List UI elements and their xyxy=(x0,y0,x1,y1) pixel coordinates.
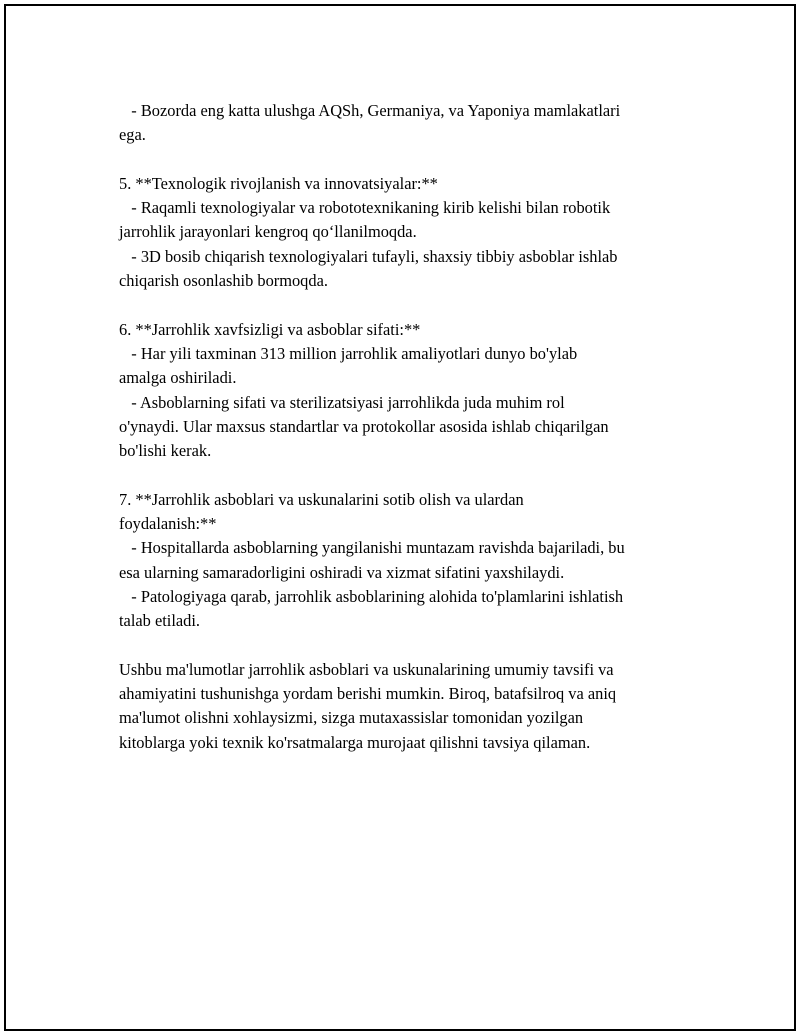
section-safety xyxy=(119,318,699,464)
text-line: ega. xyxy=(119,125,146,145)
paragraph-gap xyxy=(119,293,699,317)
paragraph-gap xyxy=(119,634,699,658)
text-line: kitoblarga yoki texnik ko'rsatmalarga murojaat qilishni tavsiya qilaman. xyxy=(119,732,591,752)
text-line: o'ynaydi. Ular maxsus standartlar va protokollar asosida ishlab chiqarilgan xyxy=(119,416,609,436)
text-line: talab etiladi. xyxy=(119,611,201,631)
section-procurement xyxy=(119,488,699,634)
text-line: chiqarish osonlashib bormoqda. xyxy=(119,271,328,291)
text-line: - Asboblarning sifati va sterilizatsiyasi jarrohlikda juda muhim rol xyxy=(119,392,565,412)
paragraph-market-share xyxy=(119,99,699,148)
text-line: - Patologiyaga qarab, jarrohlik asboblarining alohida to'plamlarini ishlatish xyxy=(119,586,624,606)
text-line: jarrohlik jarayonlari kengroq qo‘llanilmoqda. xyxy=(119,222,417,242)
text-line: - Raqamli texnologiyalar va robototexnikaning kirib kelishi bilan robotik xyxy=(119,198,611,218)
section-technology xyxy=(119,172,699,293)
text-line: - 3D bosib chiqarish texnologiyalari tufayli, shaxsiy tibbiy asboblar ishlab xyxy=(119,246,618,266)
text-line: ahamiyatini tushunishga yordam berishi mumkin. Biroq, batafsilroq va aniq xyxy=(119,684,617,704)
text-line: Ushbu ma'lumotlar jarrohlik asboblari va uskunalarining umumiy tavsifi va xyxy=(119,659,614,679)
text-line: bo'lishi kerak. xyxy=(119,441,212,461)
text-line: esa ularning samaradorligini oshiradi va xizmat sifatini yaxshilaydi. xyxy=(119,562,565,582)
paragraph-gap xyxy=(119,148,699,172)
text-line: - Hospitallarda asboblarning yangilanishi muntazam ravishda bajariladi, bu xyxy=(119,538,625,558)
text-line: ma'lumot olishni xohlaysizmi, sizga mutaxassislar tomonidan yozilgan xyxy=(119,708,584,728)
section-heading: 7. **Jarrohlik asboblari va uskunalarini sotib olish va ulardan xyxy=(119,489,524,509)
page-frame xyxy=(4,4,796,1031)
text-line: - Har yili taxminan 313 million jarrohlik amaliyotlari dunyo bo'ylab xyxy=(119,343,578,363)
text-line: - Bozorda eng katta ulushga AQSh, Germaniya, va Yaponiya mamlakatlari xyxy=(119,101,621,120)
paragraph-conclusion xyxy=(119,658,699,755)
section-heading: 6. **Jarrohlik xavfsizligi va asboblar sifati:** xyxy=(119,319,421,339)
section-heading: foydalanish:** xyxy=(119,514,217,534)
section-heading: 5. **Texnologik rivojlanish va innovatsiyalar:** xyxy=(119,173,438,193)
paragraph-gap xyxy=(119,463,699,487)
text-line: amalga oshiriladi. xyxy=(119,368,237,388)
document-body xyxy=(119,99,699,755)
